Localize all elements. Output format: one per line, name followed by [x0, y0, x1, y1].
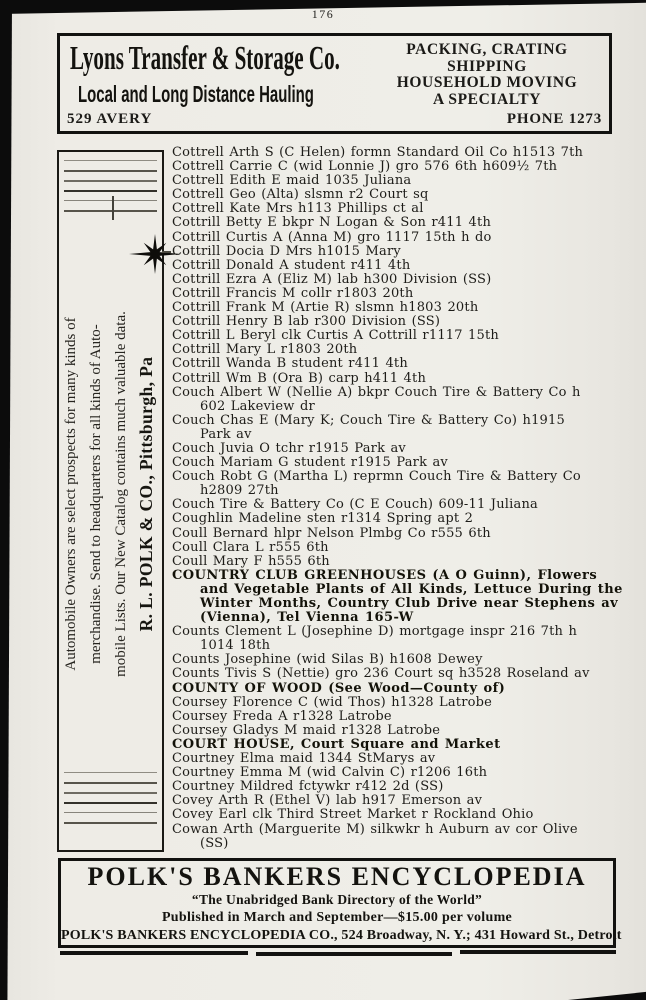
entry-line: Cottrill Curtis A (Anna M) gro 1117 15th h do [172, 229, 492, 245]
sidebar-ad-line: merchandise. Send to headquarters for all kinds of Auto- [88, 324, 104, 664]
directory-entry [172, 512, 624, 526]
directory-entry [172, 160, 624, 174]
directory-entry [172, 625, 624, 653]
entry-line: Cottrill Mary L r1803 20th [172, 342, 358, 358]
directory-entry [172, 357, 624, 371]
entry-line: Cottrill Ezra A (Eliz M) lab h300 Division (SS) [172, 271, 492, 287]
entry-line: Cottrill Wm B (Ora B) carp h411 4th [172, 370, 427, 386]
sidebar-rotated-text [59, 220, 159, 768]
header-ad-tagline: Local and Long Distance Hauling [78, 81, 314, 107]
directory-entry [172, 710, 624, 724]
footer-ad-title: POLK'S BANKERS ENCYCLOPEDIA [87, 862, 587, 891]
entry-line: Counts Clement L (Josephine D) mortgage inspr 216 7th h [172, 624, 578, 640]
entry-line: Winter Months, Country Club Drive near Stephens av [200, 596, 619, 611]
entry-line: COUNTY OF WOOD (See Wood—County of) [172, 680, 506, 696]
registration-mark-icon [112, 196, 114, 220]
directory-entry [172, 766, 624, 780]
directory-entry [172, 273, 624, 287]
header-ad-address: 529 AVERY [67, 111, 153, 127]
directory-entry [172, 329, 624, 343]
directory-entry [172, 188, 624, 202]
ruled-line [64, 792, 157, 794]
directory-list [172, 146, 624, 851]
directory-entry [172, 541, 624, 555]
directory-entry [172, 498, 624, 512]
footer-ad-published-line: Published in March and September—$15.00 per volume [161, 910, 513, 925]
header-ad-service-line: A SPECIALTY [432, 90, 542, 108]
ruled-line [64, 772, 157, 773]
sidebar-ad-line: mobile Lists. Our New Catalog contains much valuable data. [113, 311, 129, 677]
directory-entry [172, 414, 624, 442]
entry-line: Couch Juvia O tchr r1915 Park av [172, 440, 406, 456]
ruled-line [64, 802, 157, 804]
directory-entry [172, 386, 624, 414]
entry-line: Cottrell Kate Mrs h113 Phillips ct al [172, 201, 424, 217]
entry-line: 1014 18th [200, 638, 271, 654]
entry-line: Cottrell Geo (Alta) slsmn r2 Court sq [172, 187, 429, 203]
entry-line: Cottrill Henry B lab r300 Division (SS) [172, 314, 441, 330]
entry-line: Park av [200, 426, 252, 442]
ruled-line [64, 170, 157, 172]
entry-line: Courtney Elma maid 1344 StMarys av [172, 751, 436, 767]
header-ad-service-line: SHIPPING [447, 57, 527, 75]
entry-line: Cowan Arth (Marguerite M) silkwkr h Auburn av cor Olive [172, 821, 578, 837]
header-ad-company-name: Lyons Transfer & Storage Co. [70, 40, 340, 77]
header-ad-service-line: PACKING, CRATING [406, 41, 568, 58]
directory-entry [172, 442, 624, 456]
directory-entry [172, 301, 624, 315]
entry-line: Courtney Emma M (wid Calvin C) r1206 16th [172, 765, 488, 781]
directory-entry [172, 372, 624, 386]
sidebar-ad-company: R. L. POLK & CO., Pittsburgh, Pa [136, 356, 156, 632]
entry-line: Couch Mariam G student r1915 Park av [172, 455, 448, 471]
entry-line: Cottrill L Beryl clk Curtis A Cottrill r1117 15th [172, 328, 500, 344]
entry-line: COURT HOUSE, Court Square and Market [172, 736, 501, 752]
footer-rule-segment [256, 952, 452, 956]
footer-rule-segment [460, 950, 616, 954]
footer-rule-segment [60, 951, 248, 955]
header-ad-services [369, 42, 605, 108]
directory-entry [172, 667, 624, 681]
entry-line: COUNTRY CLUB GREENHOUSES (A O Guinn), Flowers [172, 567, 598, 583]
ruled-line [64, 822, 157, 824]
footer-ad-address: POLK'S BANKERS ENCYCLOPEDIA CO., 524 Broadway, N. Y.; 431 Howard St., Detroit [61, 928, 622, 943]
directory-entry [172, 682, 624, 696]
ruled-lines-bottom [64, 772, 157, 832]
entry-line: Coull Mary F h555 6th [172, 553, 330, 569]
footer-ad-subtitle: “The Unabridged Bank Directory of the World” [191, 892, 483, 907]
directory-entry [172, 470, 624, 498]
entry-line: (Vienna), Tel Vienna 165-W [200, 610, 414, 626]
entry-line: Coursey Freda A r1328 Latrobe [172, 708, 392, 724]
entry-line: Couch Chas E (Mary K; Couch Tire & Battery Co) h1915 [172, 412, 565, 428]
entry-line: Couch Albert W (Nellie A) bkpr Couch Tire & Battery Co h [172, 384, 581, 400]
directory-entry [172, 216, 624, 230]
directory-entry [172, 724, 624, 738]
directory-entry [172, 259, 624, 273]
footer-ad [58, 858, 622, 948]
directory-entry [172, 823, 624, 851]
directory-entry [172, 202, 624, 216]
directory-entry [172, 752, 624, 766]
sidebar-ad-line: Automobile Owners are select prospects for many kinds of [63, 317, 79, 671]
directory-entry [172, 738, 624, 752]
page-number: 176 [311, 7, 335, 21]
entry-line: Couch Tire & Battery Co (C E Couch) 609-11 Juliana [172, 497, 538, 513]
ruled-line [64, 812, 157, 813]
directory-entry [172, 555, 624, 569]
ruled-line [64, 160, 157, 161]
directory-entry [172, 696, 624, 710]
entry-line: Coursey Florence C (wid Thos) h1328 Latrobe [172, 694, 493, 710]
entry-line: h2809 27th [200, 483, 279, 499]
entry-line: Cottrill Frank M (Artie R) slsmn h1803 20th [172, 300, 479, 316]
directory-entry [172, 245, 624, 259]
directory-entry [172, 231, 624, 245]
header-ad [57, 33, 612, 134]
entry-line: Cottrill Francis M collr r1803 20th [172, 285, 414, 301]
scan-artifact-left-edge [0, 0, 12, 1000]
entry-line: Cottrill Betty E bkpr N Logan & Son r411 4th [172, 215, 492, 231]
entry-line: Cottrell Carrie C (wid Lonnie J) gro 576 6th h609½ 7th [172, 159, 558, 175]
entry-line: Covey Arth R (Ethel V) lab h917 Emerson av [172, 793, 483, 809]
ruled-line [64, 782, 157, 784]
entry-line: Coull Bernard hlpr Nelson Plmbg Co r555 6th [172, 525, 491, 541]
entry-line: Coull Clara L r555 6th [172, 539, 329, 555]
directory-entry [172, 794, 624, 808]
ruled-line [64, 200, 157, 201]
directory-entry [172, 653, 624, 667]
entry-line: Couch Robt G (Martha L) reprmn Couch Tire & Battery Co [172, 469, 581, 485]
directory-entry [172, 456, 624, 470]
entry-line: 602 Lakeview dr [200, 398, 315, 414]
ruled-lines-top [64, 160, 157, 220]
directory-entry [172, 315, 624, 329]
scan-artifact-bottom-right [568, 991, 646, 1000]
entry-line: Cottrell Edith E maid 1035 Juliana [172, 173, 412, 189]
directory-entry [172, 287, 624, 301]
directory-entry [172, 174, 624, 188]
directory-entry [172, 569, 624, 625]
header-ad-phone: PHONE 1273 [506, 111, 602, 127]
entry-line: Covey Earl clk Third Street Market r Rockland Ohio [172, 807, 534, 823]
entry-line: Cottrill Donald A student r411 4th [172, 257, 411, 273]
ruled-line [64, 210, 157, 212]
ruled-line [64, 190, 157, 192]
entry-line: Cottrell Arth S (C Helen) formn Standard Oil Co h1513 7th [172, 145, 584, 160]
directory-entry [172, 527, 624, 541]
entry-line: Counts Josephine (wid Silas B) h1608 Dewey [172, 652, 483, 668]
directory-entry [172, 808, 624, 822]
ruled-line [64, 180, 157, 182]
entry-line: (SS) [200, 835, 229, 851]
directory-entry [172, 780, 624, 794]
entry-line: Cottrill Docia D Mrs h1015 Mary [172, 243, 401, 259]
entry-line: Counts Tivis S (Nettie) gro 236 Court sq h3528 Roseland av [172, 666, 590, 682]
entry-line: Coughlin Madeline sten r1314 Spring apt 2 [172, 511, 474, 527]
entry-line: Courtney Mildred fctywkr r412 2d (SS) [172, 779, 444, 795]
header-ad-service-line: HOUSEHOLD MOVING [396, 74, 578, 91]
entry-line: Cottrill Wanda B student r411 4th [172, 356, 408, 372]
directory-entry [172, 146, 624, 160]
entry-line: Coursey Gladys M maid r1328 Latrobe [172, 722, 441, 738]
directory-entry [172, 343, 624, 357]
entry-line: and Vegetable Plants of All Kinds, Lettuce During the [200, 581, 623, 597]
